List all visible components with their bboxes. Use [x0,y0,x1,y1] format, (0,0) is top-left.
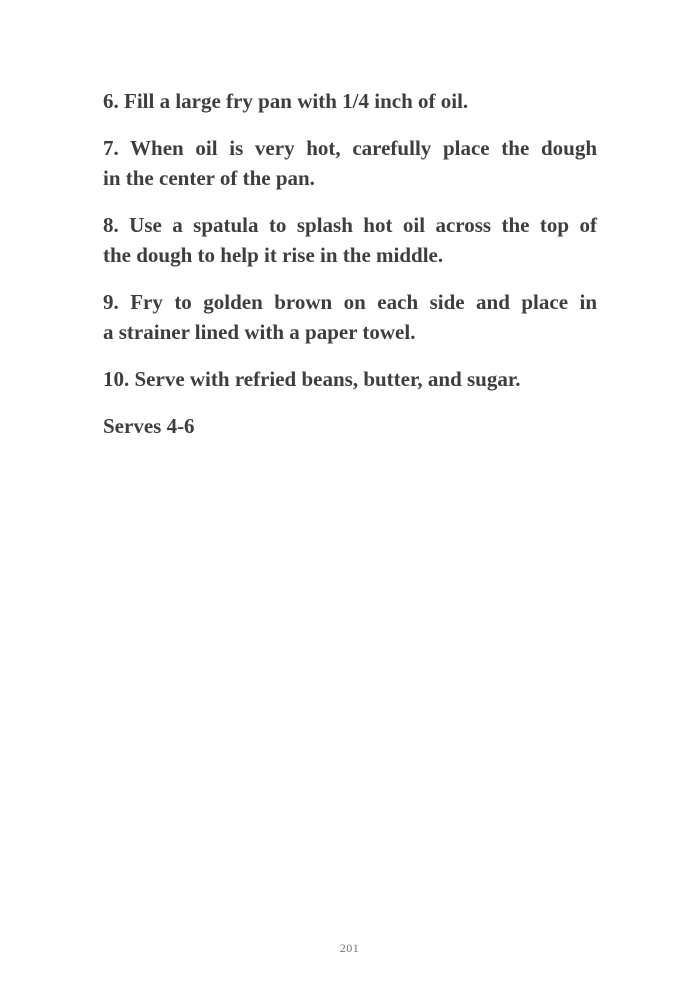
instruction-step-7 [103,133,597,193]
instruction-step-8-line-2: the dough to help it rise in the middle. [103,243,444,267]
instruction-step-9 [103,287,597,347]
instruction-step-6 [103,86,597,116]
instruction-step-8 [103,210,597,270]
instruction-step-10 [103,364,597,394]
instruction-step-7-line-2: in the center of the pan. [103,166,315,190]
instruction-step-7-line-1: 7. When oil is very hot, carefully place the dough [103,136,597,160]
serves-text: Serves 4-6 [103,414,195,438]
recipe-instructions [103,86,597,458]
instruction-step-8-line-1: 8. Use a spatula to splash hot oil across the top of [103,213,597,237]
instruction-step-9-line-2: a strainer lined with a paper towel. [103,320,416,344]
serves-note [103,411,597,441]
instruction-step-9-line-1: 9. Fry to golden brown on each side and place in [103,290,597,314]
page-number: 201 [339,941,360,955]
instruction-step-6-line-1: 6. Fill a large fry pan with 1/4 inch of oil. [103,89,469,113]
instruction-step-10-line-1: 10. Serve with refried beans, butter, and sugar. [103,367,521,391]
